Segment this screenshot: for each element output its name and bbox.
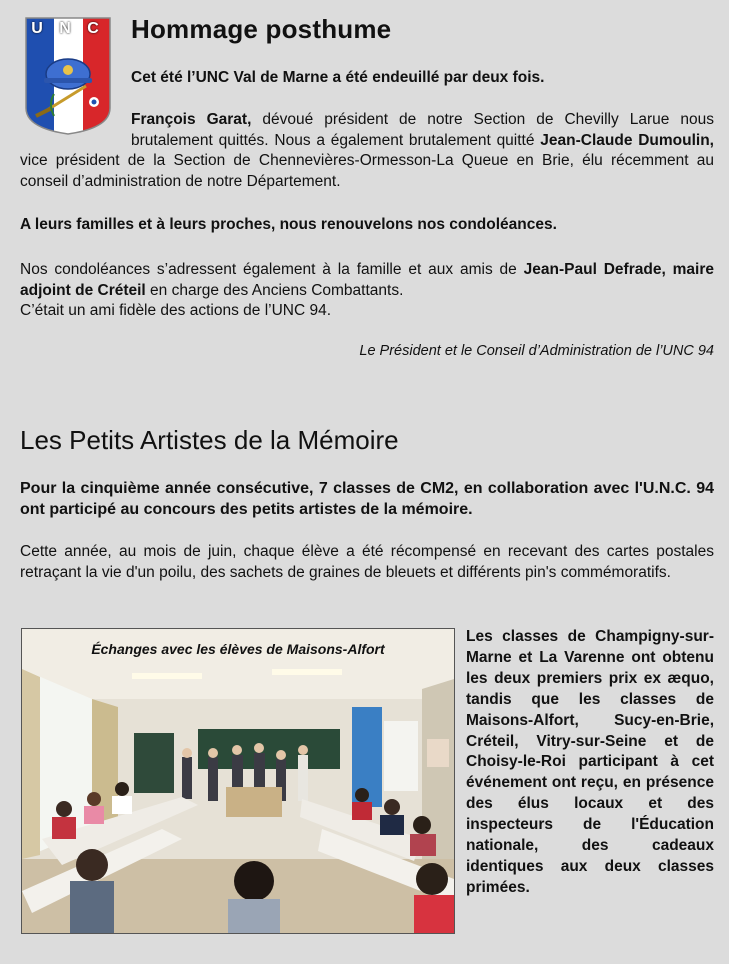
artistes-side-text: Les classes de Champigny-sur-Marne et La Varenne ont obtenu les deux premiers prix ex æquo, tandis que les classes de Maisons-Alfort, Sucy-en-Brie, Créteil, Vitry-sur-Seine et de Choisy-le-Roi participant à cet événement ont reçu, en présence des élus locaux et des inspecteurs de l'Éducation nationale, des cadeaux identiques aux deux classes primées. (466, 628, 714, 896)
logo-lettering: U N C (31, 20, 105, 37)
classroom-photo (21, 628, 455, 934)
hommage-condolences (20, 260, 714, 322)
hommage-families: A leurs familles et à leurs proches, nous renouvelons nos condoléances. (20, 216, 557, 233)
garat-text-2: vice président de la Section de Chennevières-Ormesson-La Queue en Brie, élu récemment au conseil d’administration de notre Département. (20, 152, 714, 190)
artistes-title: Les Petits Artistes de la Mémoire (20, 425, 399, 455)
dumoulin-name: Jean-Claude Dumoulin, (540, 131, 714, 149)
hommage-title: Hommage posthume (131, 14, 392, 44)
photo-caption: Échanges avec les élèves de Maisons-Alfort (91, 641, 385, 657)
artistes-paragraph: Cette année, au mois de juin, chaque élève a été récompensé en recevant des cartes postales retraçant la vie d'un poilu, des sachets de graines de bleuets et différents pin's commémoratifs. (20, 543, 714, 581)
garat-name: François Garat, (131, 111, 252, 128)
hommage-signature: Le Président et le Conseil d’Administration de l’UNC 94 (359, 343, 714, 359)
defrade-name: Jean-Paul Defrade, maire adjoint de Créteil (20, 261, 714, 299)
hommage-garat-paragraph (20, 110, 714, 192)
garat-text-1: dévoué président de notre Section de Chevilly Larue nous brutalement quittés. Nous a également brutalement quitté (131, 111, 714, 149)
artistes-lead: Pour la cinquième année consécutive, 7 classes de CM2, en collaboration avec l'U.N.C. 94 ont participé au concours des petits artistes de la mémoire. (20, 480, 714, 518)
condol-text-3: C’était un ami fidèle des actions de l’UNC 94. (20, 302, 332, 319)
hommage-intro: Cet été l’UNC Val de Marne a été endeuillé par deux fois. (131, 69, 545, 86)
condol-text-2: en charge des Anciens Combattants. (145, 281, 404, 299)
condol-text-1: Nos condoléances s’adressent également à la famille et aux amis de (20, 261, 524, 278)
